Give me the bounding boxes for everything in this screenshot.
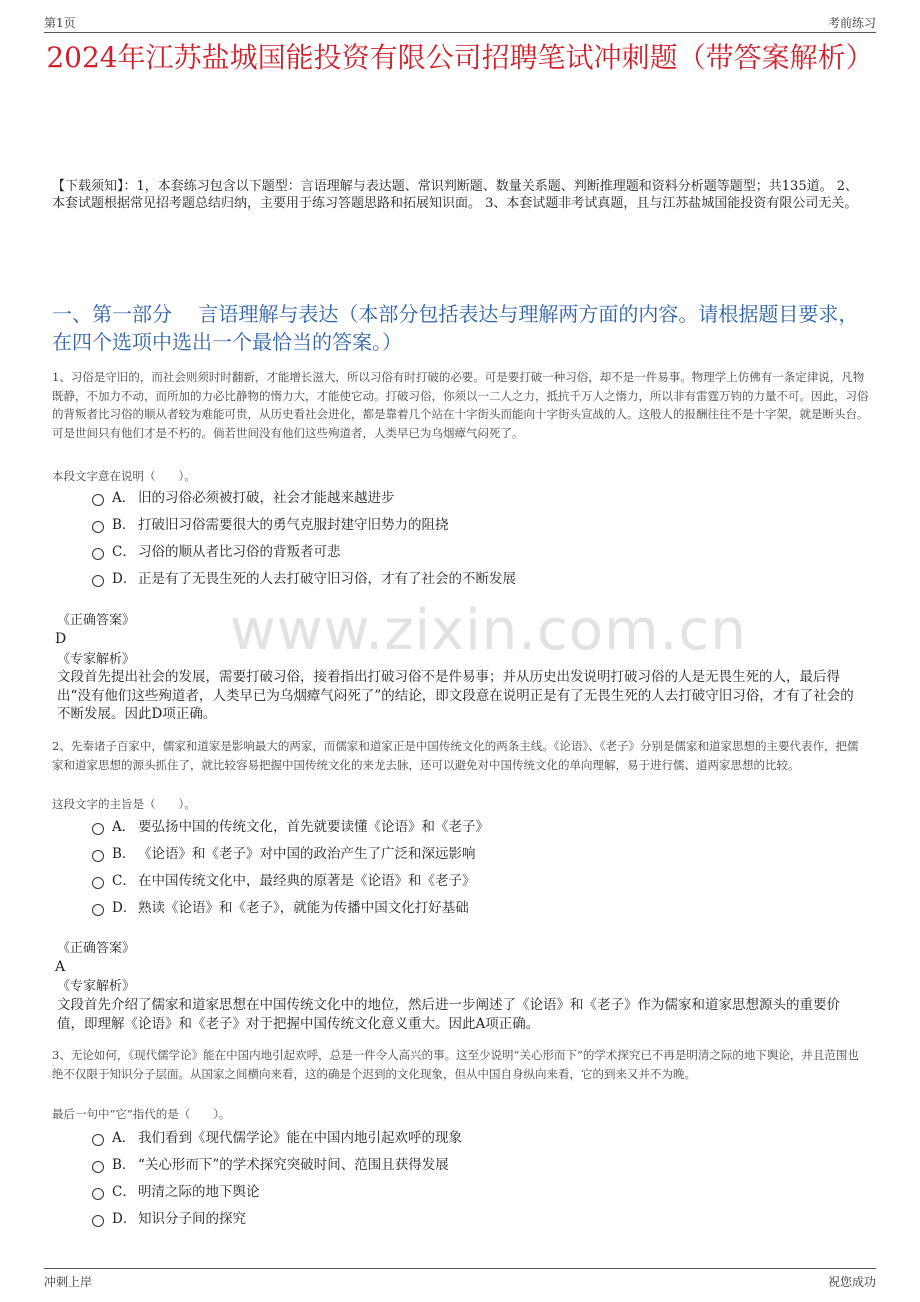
radio-icon[interactable] xyxy=(92,1215,104,1227)
question-3-option-b[interactable]: B． “关心形而下”的学术探究突破时间、范围且获得发展 xyxy=(92,1156,870,1174)
question-3-option-a[interactable]: A． 我们看到《现代儒学论》能在中国内地引起欢呼的现象 xyxy=(92,1129,870,1147)
radio-icon[interactable] xyxy=(92,521,104,533)
section-title: 一、第一部分 言语理解与表达（本部分包括表达与理解两方面的内容。请根据题目要求，在四个选项中选出一个最恰当的答案。） xyxy=(52,302,859,354)
footer-right: 祝您成功 xyxy=(827,1275,876,1289)
radio-icon[interactable] xyxy=(92,850,104,862)
question-2-option-b[interactable]: B． 《论语》和《老子》对中国的政治产生了广泛和深远影响 xyxy=(92,845,870,863)
watermark: www.zixin.com.cn xyxy=(230,598,747,663)
question-1-option-a[interactable]: A． 旧的习俗必须被打破，社会才能越来越进步 xyxy=(92,489,870,507)
document-title: 2024年江苏盐城国能投资有限公司招聘笔试冲刺题（带答案解析） xyxy=(46,41,874,74)
expert-label: 《专家解析》 xyxy=(57,979,136,994)
question-2-option-c[interactable]: C． 在中国传统文化中，最经典的原著是《论语》和《老子》 xyxy=(92,872,870,890)
question-1-option-b[interactable]: B． 打破旧习俗需要很大的勇气克服封建守旧势力的阻挠 xyxy=(92,516,870,534)
radio-icon[interactable] xyxy=(92,1188,104,1200)
question-1-stem: 1、习俗是守旧的，而社会则须时时翻新，才能增长滋大，所以习俗有时打破的必要。可是要打破一种习俗，却不是一件易事。物理学上仿佛有一条定律说，凡物既静，不加力不动，而所加的力必比静物的惰力大，才能使它动。打破习俗，你须以一二人之力，抵抗千万人之惰力，所以非有雷霆万钧的力量不可。因此，习俗的背叛者比习俗的顺从者较为难能可贵，从历史看社会进化，都是靠着几个站在十字街头而能向十字街头宣战的人。这般人的报酬往往不是十字架，就是断头台。可是世间只有他们才是不朽的。倘若世间没有他们这些殉道者，人类早已为乌烟瘴气闷死了。 xyxy=(52,370,869,440)
header-tag: 考前练习 xyxy=(827,16,876,30)
question-2-prompt: 这段文字的主旨是（ ）。 xyxy=(52,797,196,811)
question-2-stem: 2、先秦诸子百家中，儒家和道家是影响最大的两家，而儒家和道家正是中国传统文化的两条主线。《论语》、《老子》分别是儒家和道家思想的主要代表作，把儒家和道家思想的源头抓住了，就比较容易把握中国传统文化的来龙去脉，还可以避免对中国传统文化的单向理解，易于进行儒、道两家思想的比较。 xyxy=(52,739,859,772)
question-3-option-d[interactable]: D． 知识分子间的探究 xyxy=(92,1210,870,1228)
radio-icon[interactable] xyxy=(92,494,104,506)
question-2-answer: A xyxy=(55,959,66,975)
question-2-option-d[interactable]: D． 熟读《论语》和《老子》，就能为传播中国文化打好基础 xyxy=(92,899,870,917)
download-notice: 【下载须知】：1，本套练习包含以下题型：言语理解与表达题、常识判断题、数量关系题、判断推理题和资料分析题等题型；共135道。 2、本套试题根据常见招考题总结归纳，主要用于练习答题思路和拓展知识面。 3、本套试题非考试真题，且与江苏盐城国能投资有限公司无关。 xyxy=(52,179,858,211)
question-3-stem: 3、无论如何，《现代儒学论》能在中国内地引起欢呼，总是一件令人高兴的事。这至少说明“关心形而下”的学术探究已不再是明清之际的地下舆论，并且范围也绝不仅限于知识分子层面。从国家之间横向来看，这的确是个迟到的文化现象，但从中国自身纵向来看，它的到来又并不为晚。 xyxy=(52,1048,859,1081)
radio-icon[interactable] xyxy=(92,1161,104,1173)
radio-icon[interactable] xyxy=(92,1134,104,1146)
question-2-explanation: 文段首先介绍了儒家和道家思想在中国传统文化中的地位，然后进一步阐述了《论语》和《老子》作为儒家和道家思想源头的重要价值，即理解《论语》和《老子》对于把握中国传统文化意义重大。因此A项正确。 xyxy=(57,997,840,1032)
question-1-option-d[interactable]: D． 正是有了无畏生死的人去打破守旧习俗，才有了社会的不断发展 xyxy=(92,570,870,588)
page-header xyxy=(44,12,876,33)
radio-icon[interactable] xyxy=(92,904,104,916)
answer-label: 《正确答案》 xyxy=(57,613,136,628)
question-2-option-a[interactable]: A． 要弘扬中国的传统文化，首先就要读懂《论语》和《老子》 xyxy=(92,818,870,836)
radio-icon[interactable] xyxy=(92,823,104,835)
page-footer xyxy=(44,1268,876,1293)
question-1-answer: D xyxy=(55,631,67,647)
footer-left: 冲刺上岸 xyxy=(44,1275,93,1289)
radio-icon[interactable] xyxy=(92,548,104,560)
radio-icon[interactable] xyxy=(92,877,104,889)
answer-label: 《正确答案》 xyxy=(57,941,136,956)
expert-label: 《专家解析》 xyxy=(57,652,136,667)
page-number: 第1页 xyxy=(44,16,76,30)
question-1-explanation: 文段首先提出社会的发展，需要打破习俗，接着指出打破习俗不是件易事；并从历史出发说明打破习俗的人是无畏生死的人，最后得出“没有他们这些殉道者，人类早已为乌烟瘴气闷死了”的结论，即文段意在说明正是有了无畏生死的人去打破守旧习俗，才有了社会的不断发展。因此D项正确。 xyxy=(57,669,854,722)
question-3-prompt: 最后一句中“它”指代的是（ ）。 xyxy=(52,1107,231,1121)
question-1-prompt: 本段文字意在说明（ ）。 xyxy=(52,469,196,483)
radio-icon[interactable] xyxy=(92,575,104,587)
question-3-option-c[interactable]: C． 明清之际的地下舆论 xyxy=(92,1183,870,1201)
question-1-option-c[interactable]: C． 习俗的顺从者比习俗的背叛者可悲 xyxy=(92,543,870,561)
